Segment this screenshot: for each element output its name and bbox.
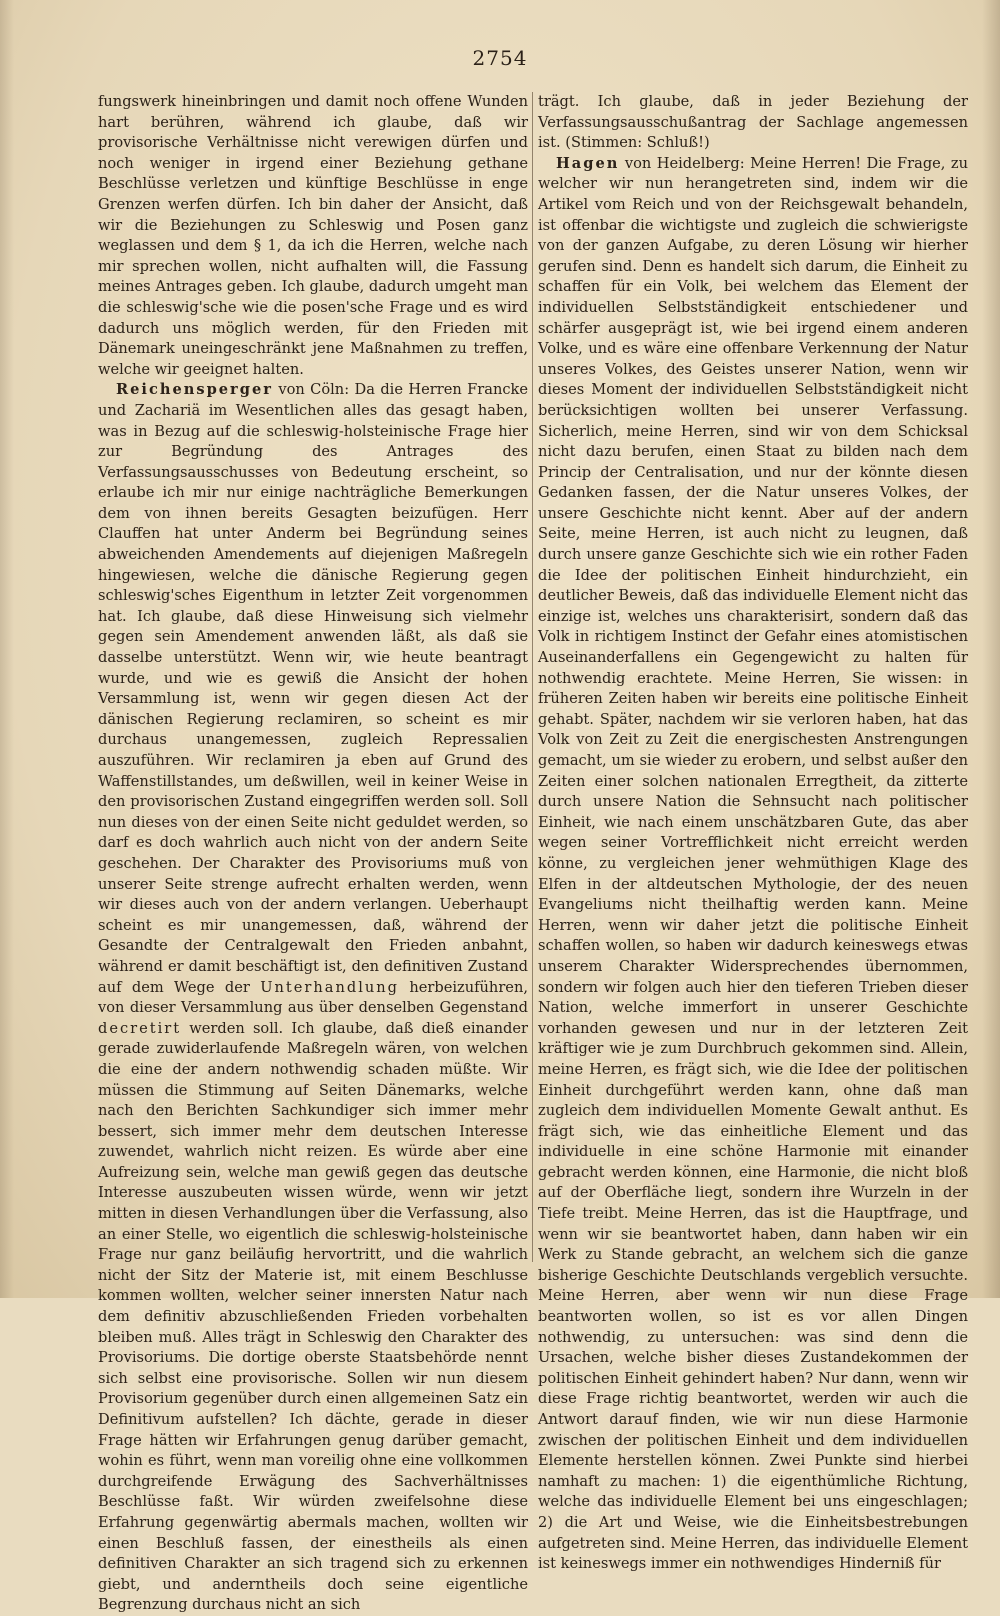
speech-hagen: [538, 154, 968, 1575]
left-column: [98, 92, 528, 1614]
scan-edge-shadow-left: [0, 0, 14, 1298]
right-column: [538, 92, 968, 1573]
speech-text: herbeizuführen, von dieser Versammlung aus über denselben Gegenstand: [98, 978, 528, 1017]
speech-text: von Heidelberg: Meine Herren! Die Frage, zu welcher wir nun herangetreten sind, indem wir die Artikel vom Reich und von der Reichsgewalt behandeln, ist offenbar die wichtigste und zugleich die schwierigste von der ganzen Aufgabe, zu deren Lösung wir hierher gerufen sind. Denn es handelt sich darum, die Einheit zu schaffen für ein Volk, bei welchem das Element der individuellen Selbstständigkeit entschiedener und schärfer ausgeprägt ist, wie bei irgend einem anderen Volke, und es wäre eine offenbare Verkennung der Natur unseres Volkes, des Geistes unserer Nation, wenn wir dieses Moment der individuellen Selbstständigkeit nicht berücksichtigen wollten bei unserer Verfassung. Sicherlich, meine Herren, sind wir von dem Schicksal nicht dazu berufen, einen Staat zu bilden nach dem Princip der Centralisation, und nur der könnte diesen Gedanken fassen, der die Natur unseres Volkes, der unsere Geschichte nicht kennt. Aber auf der andern Seite, meine Herren, ist auch nicht zu leugnen, daß durch unsere ganze Geschichte sich wie ein rother Faden die Idee der politischen Einheit hindurchzieht, ein deutlicher Beweis, daß das individuelle Element nicht das einzige ist, welches uns charakterisirt, sondern daß das Volk in richtigem Instinct der Gefahr eines atomistischen Auseinanderfallens ein Gegengewicht zu halten für nothwendig erachtete. Meine Herren, Sie wissen: in früheren Zeiten haben wir bereits eine politische Einheit gehabt. Später, nachdem wir sie verloren haben, hat das Volk von Zeit zu Zeit die energischesten Anstrengungen gemacht, um sie wieder zu erobern, und selbst außer den Zeiten einer solchen nationalen Erregtheit, da zitterte durch unsere Nation die Sehnsucht nach politischer Einheit, wie nach einem unschätzbaren Gute, das aber wegen seiner Vortrefflichkeit nicht erreicht werden könne, zu vergleichen jener wehmüthigen Klage des Elfen in der altdeutschen Mythologie, der des neuen Evangeliums nicht theilhaftig werden kann. Meine Herren, wenn wir daher jetzt die politische Einheit schaffen wollen, so haben wir dadurch keineswegs etwas unserem Charakter Widersprechendes übernommen, sondern wir folgen auch hier den tieferen Trieben dieser Nation, welche immerfort in unserer Geschichte vorhanden gewesen und nur in der letzteren Zeit kräftiger wie je zum Durchbruch gekommen sind. Allein, meine Herren, es frägt sich, wie die Idee der politischen Einheit durchgeführt werden kann, ohne daß man zugleich dem individuellen Momente Gewalt anthut. Es frägt sich, wie das einheitliche Element und das individuelle in eine schöne Harmonie mit einander gebracht werden können, eine Harmonie, die nicht bloß auf der Oberfläche liegt, sondern ihre Wurzeln in der Tiefe treibt. Meine Herren, das ist die Hauptfrage, und wenn wir sie beantwortet haben, dann haben wir ein Werk zu Stande gebracht, an welchem sich die ganze bisherige Geschichte Deutschlands vergeblich versuchte. Meine Herren, aber wenn wir nun diese Frage beantworten wollen, so ist es vor allen Dingen nothwendig, zu untersuchen: was sind denn die Ursachen, welche bisher dieses Zustandekommen der politischen Einheit gehindert haben? Nur dann, wenn wir diese Frage richtig beantwortet, werden wir auch die Antwort darauf finden, wie wir nun diese Harmonie zwischen der politischen Einheit und dem individuellen Elemente herstellen können. Zwei Punkte sind hierbei namhaft zu machen: 1) die eigenthümliche Richtung, welche das individuelle Element bei uns eingeschlagen; 2) die Art und Weise, wie die Einheitsbestrebungen aufgetreten sind. Meine Herren, das individuelle Element ist keineswegs immer ein nothwendiges Hinderniß für: [538, 154, 968, 1573]
speech-text: von Cöln: Da die Herren Francke und Zachariä im Wesentlichen alles das gesagt haben, was in Bezug auf die schleswig-holsteinische Frage hier zur Begründung des Antrages des Verfassungsausschusses von Bedeutung erscheint, so erlaube ich mir nur einige nachträgliche Bemerkungen dem von ihnen bereits Gesagten beizufügen. Herr Clauffen hat unter Anderm bei Begründung seines abweichenden Amendements auf diejenigen Maßregeln hingewiesen, welche die dänische Regierung gegen schleswig'sches Eigenthum in letzter Zeit vorgenommen hat. Ich glaube, daß diese Hinweisung sich vielmehr gegen sein Amendement anwenden läßt, als daß sie dasselbe unterstützt. Wenn wir, wie heute beantragt wurde, und wie es gewiß die Ansicht der hohen Versammlung ist, wenn wir gegen diesen Act der dänischen Regierung reclamiren, so scheint es mir durchaus unangemessen, zugleich Repressalien auszuführen. Wir reclamiren ja eben auf Grund des Waffenstillstandes, um deßwillen, weil in keiner Weise in den provisorischen Zustand eingegriffen werden soll. Soll nun dieses von der einen Seite nicht geduldet werden, so darf es doch wahrlich auch nicht von der andern Seite geschehen. Der Charakter des Provisoriums muß von unserer Seite strenge aufrecht erhalten werden, wenn wir dieses auch von der andern verlangen. Ueberhaupt scheint es mir unangemessen, daß, während der Gesandte der Centralgewalt den Frieden anbahnt, während er damit beschäftigt ist, den definitiven Zustand auf dem Wege der: [98, 381, 528, 996]
scan-edge-shadow-right: [982, 0, 1000, 1298]
paragraph-continuation: fungswerk hineinbringen und damit noch offene Wunden hart berühren, während ich glaube, daß wir provisorische Verhältnisse nicht verewigen dürfen und noch weniger in irgend einer Beziehung gethane Beschlüsse verletzen und künftige Beschlüsse in enge Grenzen werfen dürfen. Ich bin daher der Ansicht, daß wir die Beziehungen zu Schleswig und Posen ganz weglassen und dem § 1, da ich die Herren, welche nach mir sprechen wollen, nicht aufhalten will, die Fassung meines Antrages geben. Ich glaube, dadurch umgeht man die schleswig'sche wie die posen'sche Frage und es wird dadurch uns möglich werden, für den Frieden mit Dänemark uneingeschränkt jene Maßnahmen zu treffen, welche wir geeignet halten.: [98, 93, 528, 378]
speech-text: werden soll. Ich glaube, daß dieß einander gerade zuwiderlaufende Maßregeln wären, von welchen die eine der andern nothwendig schaden müßte. Wir müssen die Stimmung auf Seiten Dänemarks, welche nach den Berichten Sachkundiger sich immer mehr bessert, sich immer mehr dem deutschen Interesse zuwendet, wahrlich nicht reizen. Es würde aber eine Aufreizung sein, welche man gewiß gegen das deutsche Interesse auszubeuten wissen würde, wenn wir jetzt mitten in diesen Verhandlungen über die Verfassung, also an einer Stelle, wo eigentlich die schleswig-holsteinische Frage nur ganz beiläufig hervortritt, und die wahrlich nicht der Sitz der Materie ist, mit einem Beschlusse kommen wollten, welcher seiner innersten Natur nach dem definitiv abzuschließenden Frieden vorbehalten bleiben muß. Alles trägt in Schleswig den Charakter des Provisoriums. Die dortige oberste Staatsbehörde nennt sich selbst eine provisorische. Sollen wir nun diesem Provisorium gegenüber durch einen allgemeinen Satz ein Definitivum aufstellen? Ich dächte, gerade in dieser Frage hätten wir Erfahrungen genug darüber gemacht, wohin es führt, wenn man voreilig ohne eine vollkommen durchgreifende Erwägung des Sachverhältnisses Beschlüsse faßt. Wir würden zweifelsohne diese Erfahrung gegenwärtig abermals machen, wollten wir einen Beschluß fassen, der einestheils als einen definitiven Charakter an sich tragend sich zu erkennen giebt, und anderntheils doch seine eigentliche Begrenzung durchaus nicht an sich: [98, 1019, 528, 1614]
speech-reichensperger: [98, 380, 528, 1616]
paragraph-continuation: trägt. Ich glaube, daß in jeder Beziehung der Verfassungsausschußantrag der Sachlage angemessen ist. (Stimmen: Schluß!): [538, 93, 968, 152]
page-number: 2754: [472, 46, 528, 70]
speaker-name: Reichensperger: [116, 381, 273, 399]
emphasized-word: decretirt: [98, 1019, 182, 1037]
speaker-name: Hagen: [556, 154, 620, 172]
emphasized-word: Unterhandlung: [260, 978, 400, 996]
column-divider: [532, 92, 533, 1262]
